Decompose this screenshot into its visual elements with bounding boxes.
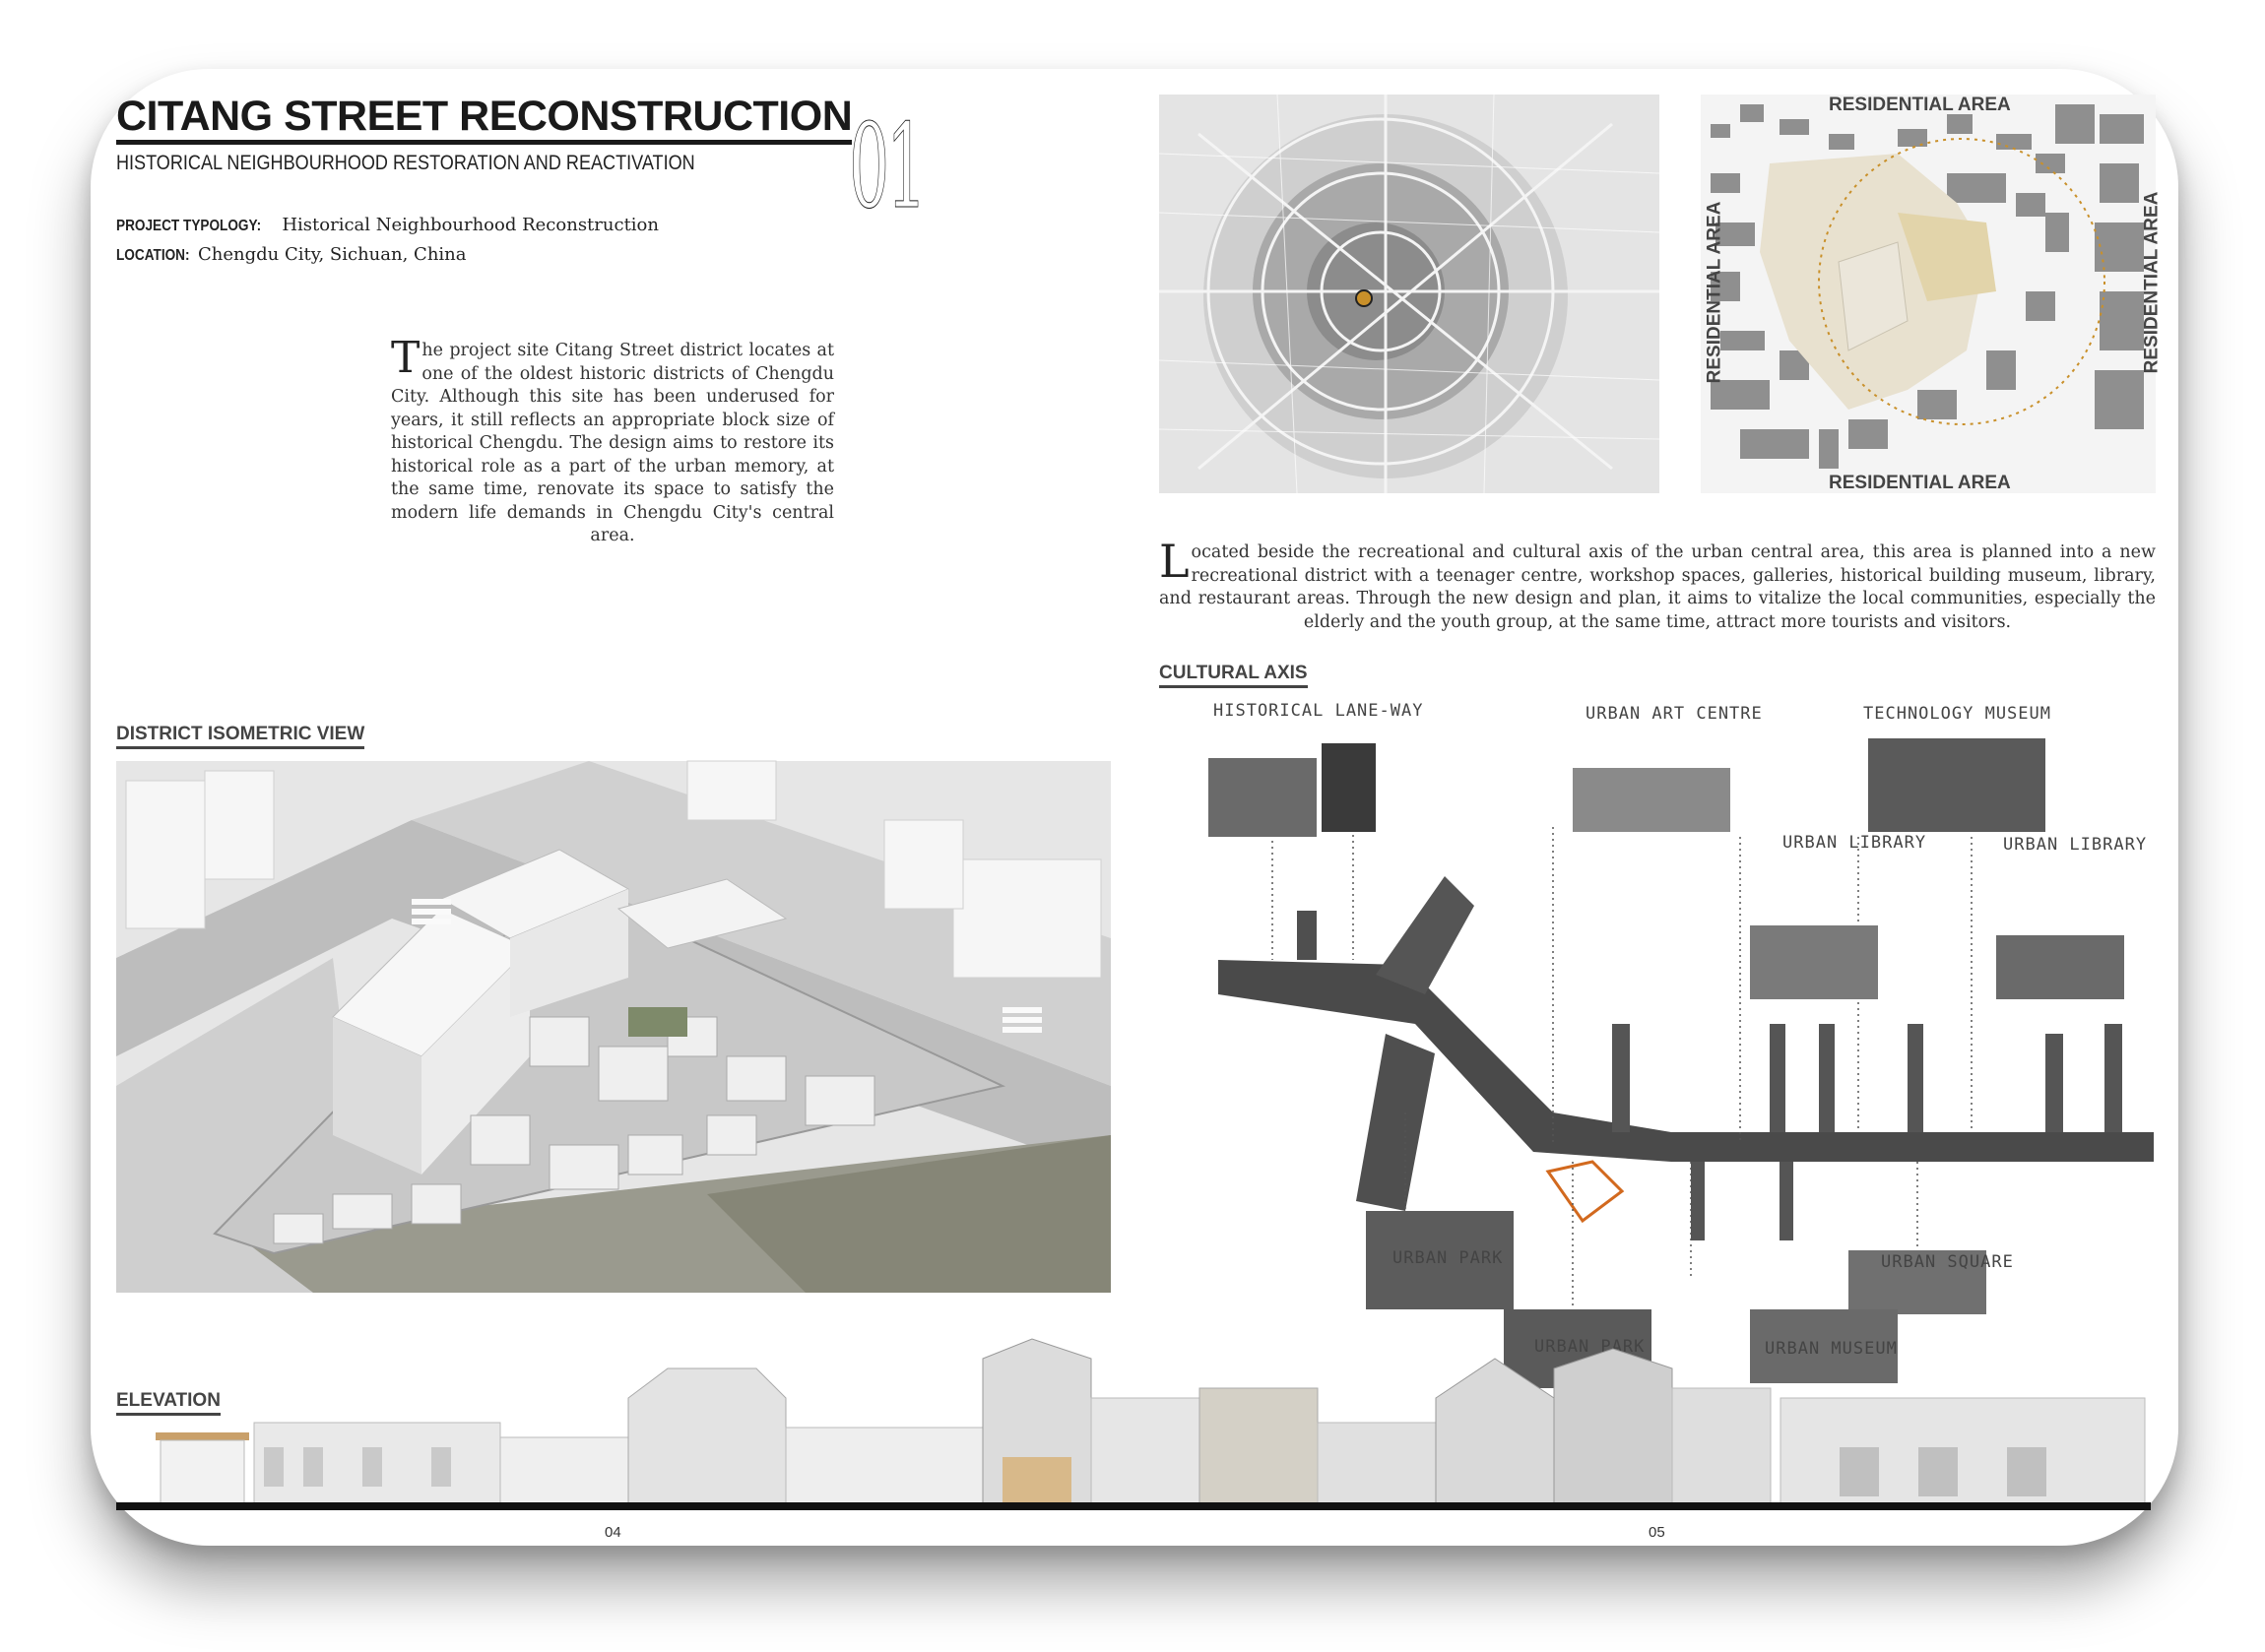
typology-value: Historical Neighbourhood Reconstruction <box>282 215 659 235</box>
city-context-map <box>1159 95 1659 493</box>
label-historical-laneway: HISTORICAL LANE-WAY <box>1213 701 1424 721</box>
residential-label-top: RESIDENTIAL AREA <box>1829 95 2011 115</box>
intro-dropcap: T <box>391 333 421 383</box>
intro-text: he project site Citang Street district locates at one of the oldest historic districts of Chengdu City. Although this site has been underused for years, it still reflects an appropriate block size of historical Chengdu. The design aims to restore its historical role as a part of the urban memory, at the same time, renovate its space to satisfy the modern life demands in Chengdu City's central area. <box>391 341 834 545</box>
label-urban-park-2: URBAN PARK <box>1534 1337 1646 1357</box>
district-isometric-image <box>116 761 1111 1293</box>
label-urban-park-1: URBAN PARK <box>1392 1248 1504 1268</box>
cultural-axis-section-label: CULTURAL AXIS <box>1159 663 1308 688</box>
isometric-section-label: DISTRICT ISOMETRIC VIEW <box>116 724 364 749</box>
page-title: CITANG STREET RECONSTRUCTION <box>116 93 852 145</box>
location-row <box>116 244 467 266</box>
brochure-spread <box>91 69 2178 1546</box>
page-number-right: 05 <box>1649 1524 1665 1541</box>
desc-text: ocated beside the recreational and cultural axis of the urban central area, this area is planned into a new recreational district with a teenager centre, workshop spaces, galleries, historical building museum, library, and restaurant areas. Through the new design and plan, it aims to vitalize the local communities, especially the elderly and the youth group, at the same time, attract more tourists and visitors. <box>1159 542 2156 632</box>
residential-label-left: RESIDENTIAL AREA <box>1704 201 1725 384</box>
location-key: LOCATION: <box>116 247 190 264</box>
cultural-axis-diagram <box>1159 699 2173 1388</box>
project-number: 01 <box>849 98 924 234</box>
site-context-map <box>1701 95 2163 493</box>
elevation-drawing <box>116 1339 2165 1506</box>
label-urban-library-1: URBAN LIBRARY <box>1782 833 1927 853</box>
label-urban-art-centre: URBAN ART CENTRE <box>1586 704 1763 724</box>
label-technology-museum: TECHNOLOGY MUSEUM <box>1863 704 2051 724</box>
context-description <box>1159 535 2156 634</box>
residential-label-right: RESIDENTIAL AREA <box>2141 191 2163 374</box>
intro-paragraph <box>391 333 834 548</box>
label-urban-square: URBAN SQUARE <box>1881 1252 2014 1272</box>
typology-row <box>116 215 659 236</box>
elevation-ground-line <box>116 1502 2151 1510</box>
typology-key: PROJECT TYPOLOGY: <box>116 218 262 234</box>
elevation-section-label: ELEVATION <box>116 1390 221 1416</box>
page-subtitle: HISTORICAL NEIGHBOURHOOD RESTORATION AND REACTIVATION <box>116 152 695 174</box>
residential-label-bottom: RESIDENTIAL AREA <box>1829 473 2011 493</box>
label-urban-museum: URBAN MUSEUM <box>1765 1339 1898 1359</box>
label-urban-library-2: URBAN LIBRARY <box>2003 835 2148 855</box>
location-value: Chengdu City, Sichuan, China <box>197 244 467 265</box>
desc-dropcap: L <box>1159 535 1190 588</box>
page-number-left: 04 <box>605 1524 621 1541</box>
